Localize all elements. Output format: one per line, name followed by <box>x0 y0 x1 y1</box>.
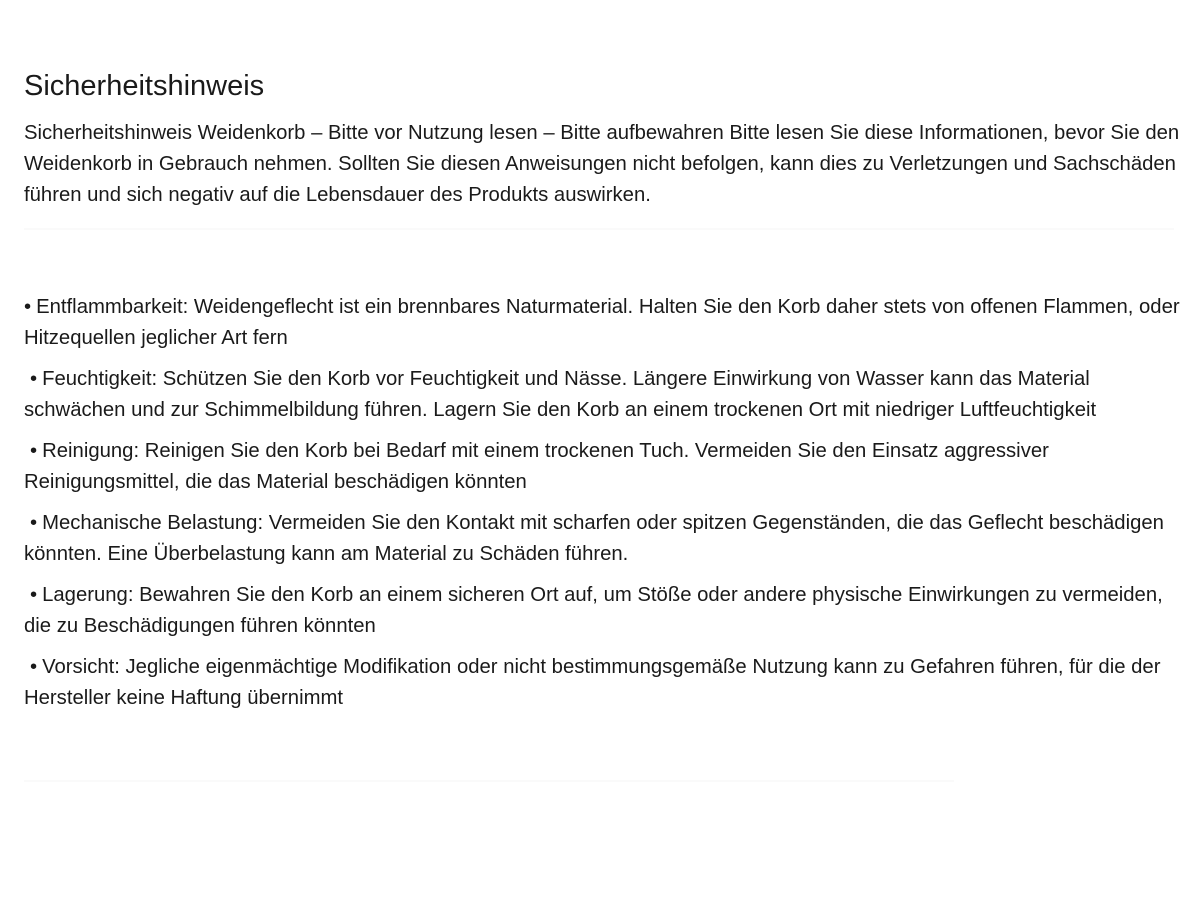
list-item-flammability <box>24 292 1190 354</box>
page-title: Sicherheitshinweis <box>24 70 265 102</box>
list-item-text: Reinigung: Reinigen Sie den Korb bei Bedarf mit einem trockenen Tuch. Vermeiden Sie den Einsatz aggressiver Reinigungsmittel, die das Material beschädigen könnten <box>24 440 1049 493</box>
bullet-symbol: • <box>30 656 38 678</box>
safety-list <box>24 292 1190 724</box>
list-item-caution <box>24 652 1190 714</box>
list-item-text: Lagerung: Bewahren Sie den Korb an einem sicheren Ort auf, um Stöße oder andere physische Einwirkungen zu vermeiden, die zu Beschädigungen führen könnten <box>24 584 1163 637</box>
faint-divider-top <box>24 228 1174 230</box>
bullet-symbol: • <box>30 368 38 390</box>
intro-paragraph: Sicherheitshinweis Weidenkorb – Bitte vor Nutzung lesen – Bitte aufbewahren Bitte lesen Sie diese Informationen, bevor Sie den Weidenkorb in Gebrauch nehmen. Sollten Sie diesen Anweisungen nicht befolgen, kann dies zu Verletzungen und Sachschäden führen und sich negativ auf die Lebensdauer des Produkts auswirken. <box>24 122 1180 206</box>
list-item-cleaning <box>24 436 1190 498</box>
bullet-symbol: • <box>30 440 38 462</box>
list-item-text: Vorsicht: Jegliche eigenmächtige Modifikation oder nicht bestimmungsgemäße Nutzung kann zu Gefahren führen, für die der Hersteller keine Haftung übernimmt <box>24 656 1161 709</box>
list-item-moisture <box>24 364 1190 426</box>
bullet-symbol: • <box>30 584 38 606</box>
bullet-symbol: • <box>24 296 32 318</box>
list-item-mechanical-stress <box>24 508 1190 570</box>
list-item-storage <box>24 580 1190 642</box>
bullet-symbol: • <box>30 512 38 534</box>
list-item-text: Entflammbarkeit: Weidengeflecht ist ein brennbares Naturmaterial. Halten Sie den Korb daher stets von offenen Flammen, oder Hitzequellen jeglicher Art fern <box>24 296 1180 349</box>
list-item-text: Feuchtigkeit: Schützen Sie den Korb vor Feuchtigkeit und Nässe. Längere Einwirkung von Wasser kann das Material schwächen und zur Schimmelbildung führen. Lagern Sie den Korb an einem trockenen Ort mit niedriger Luftfeuchtigkeit <box>24 368 1097 421</box>
list-item-text: Mechanische Belastung: Vermeiden Sie den Kontakt mit scharfen oder spitzen Gegenständen, die das Geflecht beschädigen könnten. Eine Überbelastung kann am Material zu Schäden führen. <box>24 512 1164 565</box>
faint-divider-bottom <box>24 780 954 782</box>
